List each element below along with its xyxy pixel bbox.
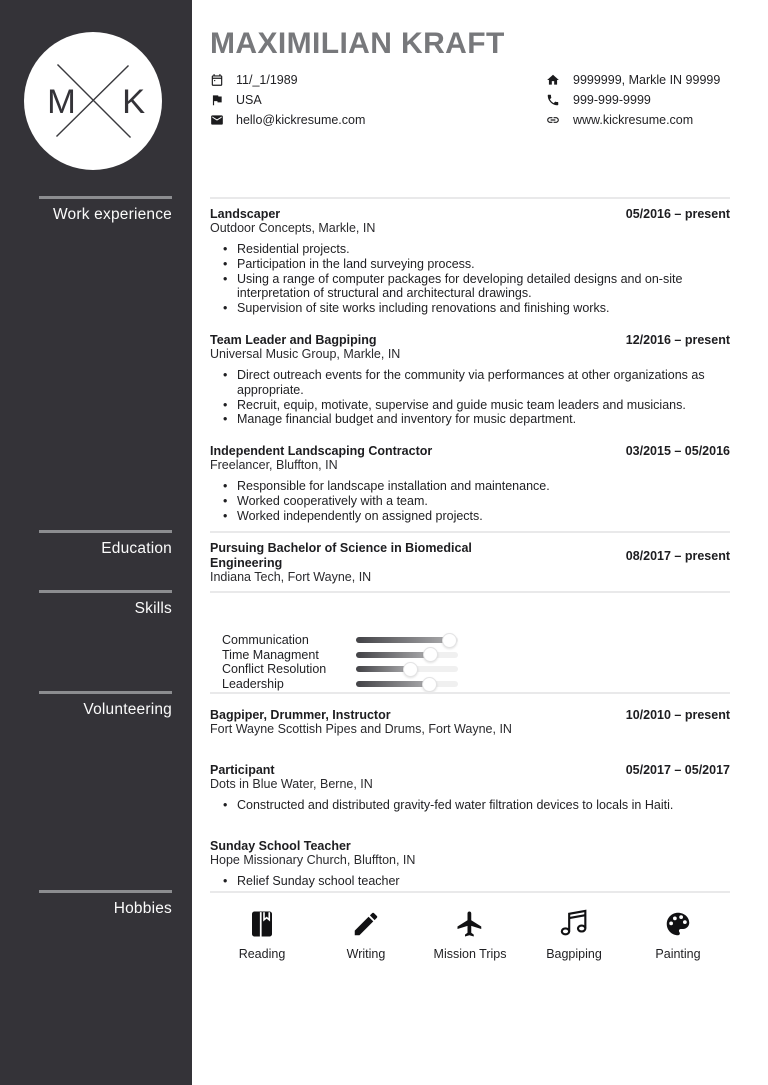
- job-bullet: • Direct outreach events for the community via performances at other organizations as appropriate.: [210, 368, 730, 398]
- hobby-item: [210, 905, 314, 961]
- slider-knob: [442, 633, 457, 648]
- sidebar-label-education: Education: [101, 540, 172, 557]
- job-bullet: • Residential projects.: [210, 242, 730, 257]
- hobby-label: Reading: [238, 947, 286, 961]
- job-bullet: • Using a range of computer packages for developing detailed designs and on-site interpretation of structural and architectural drawings.: [210, 272, 730, 302]
- skill-name: Communication: [222, 633, 309, 648]
- skill-slider: [356, 677, 458, 692]
- volunteer-dates: 05/2017 – 05/2017: [625, 763, 730, 777]
- volunteer-entry: [210, 763, 730, 813]
- school-name: Indiana Tech, Fort Wayne, IN: [210, 570, 372, 585]
- hobby-label: Mission Trips: [433, 947, 507, 961]
- sidebar-section-work-experience: [0, 196, 192, 224]
- skill-name: Conflict Resolution: [222, 662, 327, 677]
- skill-slider: [356, 647, 458, 662]
- section-divider: [210, 591, 730, 593]
- volunteer-organization: Hope Missionary Church, Bluffton, IN: [210, 852, 416, 867]
- contact-address-text: 9999999, Markle IN 99999: [573, 73, 721, 87]
- sidebar-section-skills: [0, 590, 192, 618]
- job-dates: 03/2015 – 05/2016: [625, 444, 730, 459]
- sidebar-label-work-experience: Work experience: [52, 206, 172, 223]
- contact-email-text: hello@kickresume.com: [236, 113, 366, 127]
- job-bullet: • Recruit, equip, motivate, supervise and guide music team leaders and musicians.: [210, 398, 730, 413]
- sidebar-divider: [39, 890, 172, 893]
- volunteer-organization: Fort Wayne Scottish Pipes and Drums, Fort Wayne, IN: [210, 722, 512, 736]
- contact-email: [210, 110, 470, 130]
- book-icon: [247, 905, 277, 939]
- hobby-item: [522, 905, 626, 961]
- contact-column-right: [470, 70, 730, 130]
- education-section: [210, 531, 730, 585]
- job-organization: Freelancer, Bluffton, IN: [210, 458, 338, 473]
- volunteering-section: [210, 692, 730, 903]
- palette-icon: [663, 905, 693, 939]
- job-bullet: • Manage financial budget and inventory for music department.: [210, 412, 730, 427]
- skill-row: [210, 633, 730, 648]
- work-entry: [210, 444, 730, 523]
- volunteer-bullet: • Constructed and distributed gravity-fed water filtration devices to locals in Haiti.: [210, 798, 730, 813]
- skill-row: [210, 677, 730, 692]
- volunteer-bullet: • Relief Sunday school teacher: [210, 874, 730, 889]
- volunteer-dates: 10/2010 – present: [625, 708, 730, 722]
- resume-body: [192, 0, 768, 1085]
- link-icon: [546, 113, 560, 127]
- work-entry: [210, 207, 730, 316]
- contact-block: [210, 70, 730, 130]
- skill-row: [210, 648, 730, 663]
- volunteer-title: Sunday School Teacher: [210, 838, 351, 853]
- hobby-label: Painting: [655, 947, 701, 961]
- hobby-item: [626, 905, 730, 961]
- job-bullet: • Worked independently on assigned projects.: [210, 509, 730, 524]
- music-note-icon: [557, 905, 591, 939]
- contact-address: [470, 70, 730, 90]
- flag-icon: [210, 93, 224, 107]
- job-organization: Universal Music Group, Markle, IN: [210, 346, 401, 361]
- job-dates: 12/2016 – present: [625, 332, 730, 347]
- contact-birthdate-text: 11/_1/1989: [236, 73, 298, 87]
- slider-fill: [356, 681, 429, 687]
- contact-birthdate: [210, 70, 470, 90]
- contact-phone: [470, 90, 730, 110]
- phone-icon: [546, 93, 560, 107]
- job-bullet: • Supervision of site works including renovations and finishing works.: [210, 301, 730, 316]
- hobbies-section: [210, 891, 730, 961]
- work-experience-section: [210, 197, 730, 541]
- degree-dates: 08/2017 – present: [625, 548, 730, 563]
- contact-website: [470, 110, 730, 130]
- sidebar-divider: [39, 691, 172, 694]
- skill-slider: [356, 633, 458, 648]
- section-divider: [210, 531, 730, 533]
- contact-column-left: [210, 70, 470, 130]
- sidebar-divider: [39, 196, 172, 199]
- sidebar-section-hobbies: [0, 890, 192, 918]
- hobby-item: [314, 905, 418, 961]
- home-icon: [546, 73, 560, 87]
- job-bullet: • Participation in the land surveying process.: [210, 257, 730, 272]
- job-title: Team Leader and Bagpiping: [210, 332, 377, 347]
- volunteer-organization: Dots in Blue Water, Berne, IN: [210, 777, 373, 791]
- contact-phone-text: 999-999-9999: [573, 93, 651, 107]
- monogram-logo-icon: [24, 32, 162, 170]
- slider-knob: [422, 677, 437, 692]
- slider-knob: [403, 662, 418, 677]
- volunteer-entry: [210, 839, 730, 889]
- sidebar-divider: [39, 590, 172, 593]
- section-divider: [210, 692, 730, 694]
- degree-title: Pursuing Bachelor of Science in Biomedical Engineering: [210, 541, 472, 570]
- slider-fill: [356, 652, 430, 658]
- contact-country: [210, 90, 470, 110]
- logo-right-initial: K: [122, 83, 146, 122]
- person-name: MAXIMILIAN KRAFT: [210, 27, 505, 60]
- job-title: Independent Landscaping Contractor: [210, 444, 433, 459]
- work-entry: [210, 333, 730, 427]
- skill-row: [210, 662, 730, 677]
- skill-name: Leadership: [222, 677, 284, 692]
- job-bullet: • Worked cooperatively with a team.: [210, 494, 730, 509]
- volunteer-entry: [210, 708, 730, 737]
- skill-slider: [356, 662, 458, 677]
- contact-website-text: www.kickresume.com: [573, 113, 694, 127]
- envelope-icon: [210, 113, 224, 127]
- sidebar-divider: [39, 530, 172, 533]
- pencil-icon: [351, 905, 381, 939]
- section-divider: [210, 891, 730, 893]
- slider-knob: [423, 647, 438, 662]
- calendar-icon: [210, 73, 224, 87]
- hobby-item: [418, 905, 522, 961]
- contact-country-text: USA: [236, 93, 262, 107]
- job-organization: Outdoor Concepts, Markle, IN: [210, 221, 376, 235]
- slider-fill: [356, 637, 450, 643]
- sidebar-section-volunteering: [0, 691, 192, 719]
- logo-left-initial: M: [47, 83, 76, 122]
- hobby-label: Writing: [346, 947, 386, 961]
- sidebar: [0, 0, 192, 1085]
- sidebar-label-hobbies: Hobbies: [113, 900, 172, 917]
- sidebar-section-education: [0, 530, 192, 558]
- skill-name: Time Managment: [222, 647, 319, 662]
- sidebar-label-skills: Skills: [134, 600, 172, 617]
- job-bullet: • Responsible for landscape installation and maintenance.: [210, 479, 730, 494]
- skills-section: [210, 591, 730, 691]
- monogram-logo: [24, 32, 162, 170]
- slider-fill: [356, 666, 410, 672]
- volunteer-title: Participant: [210, 763, 275, 777]
- sidebar-label-volunteering: Volunteering: [83, 701, 172, 718]
- airplane-icon: [455, 905, 485, 939]
- volunteer-title: Bagpiper, Drummer, Instructor: [210, 708, 391, 722]
- section-divider: [210, 197, 730, 199]
- job-title: Landscaper: [210, 207, 281, 221]
- job-dates: 05/2016 – present: [625, 207, 730, 221]
- hobby-label: Bagpiping: [546, 947, 602, 961]
